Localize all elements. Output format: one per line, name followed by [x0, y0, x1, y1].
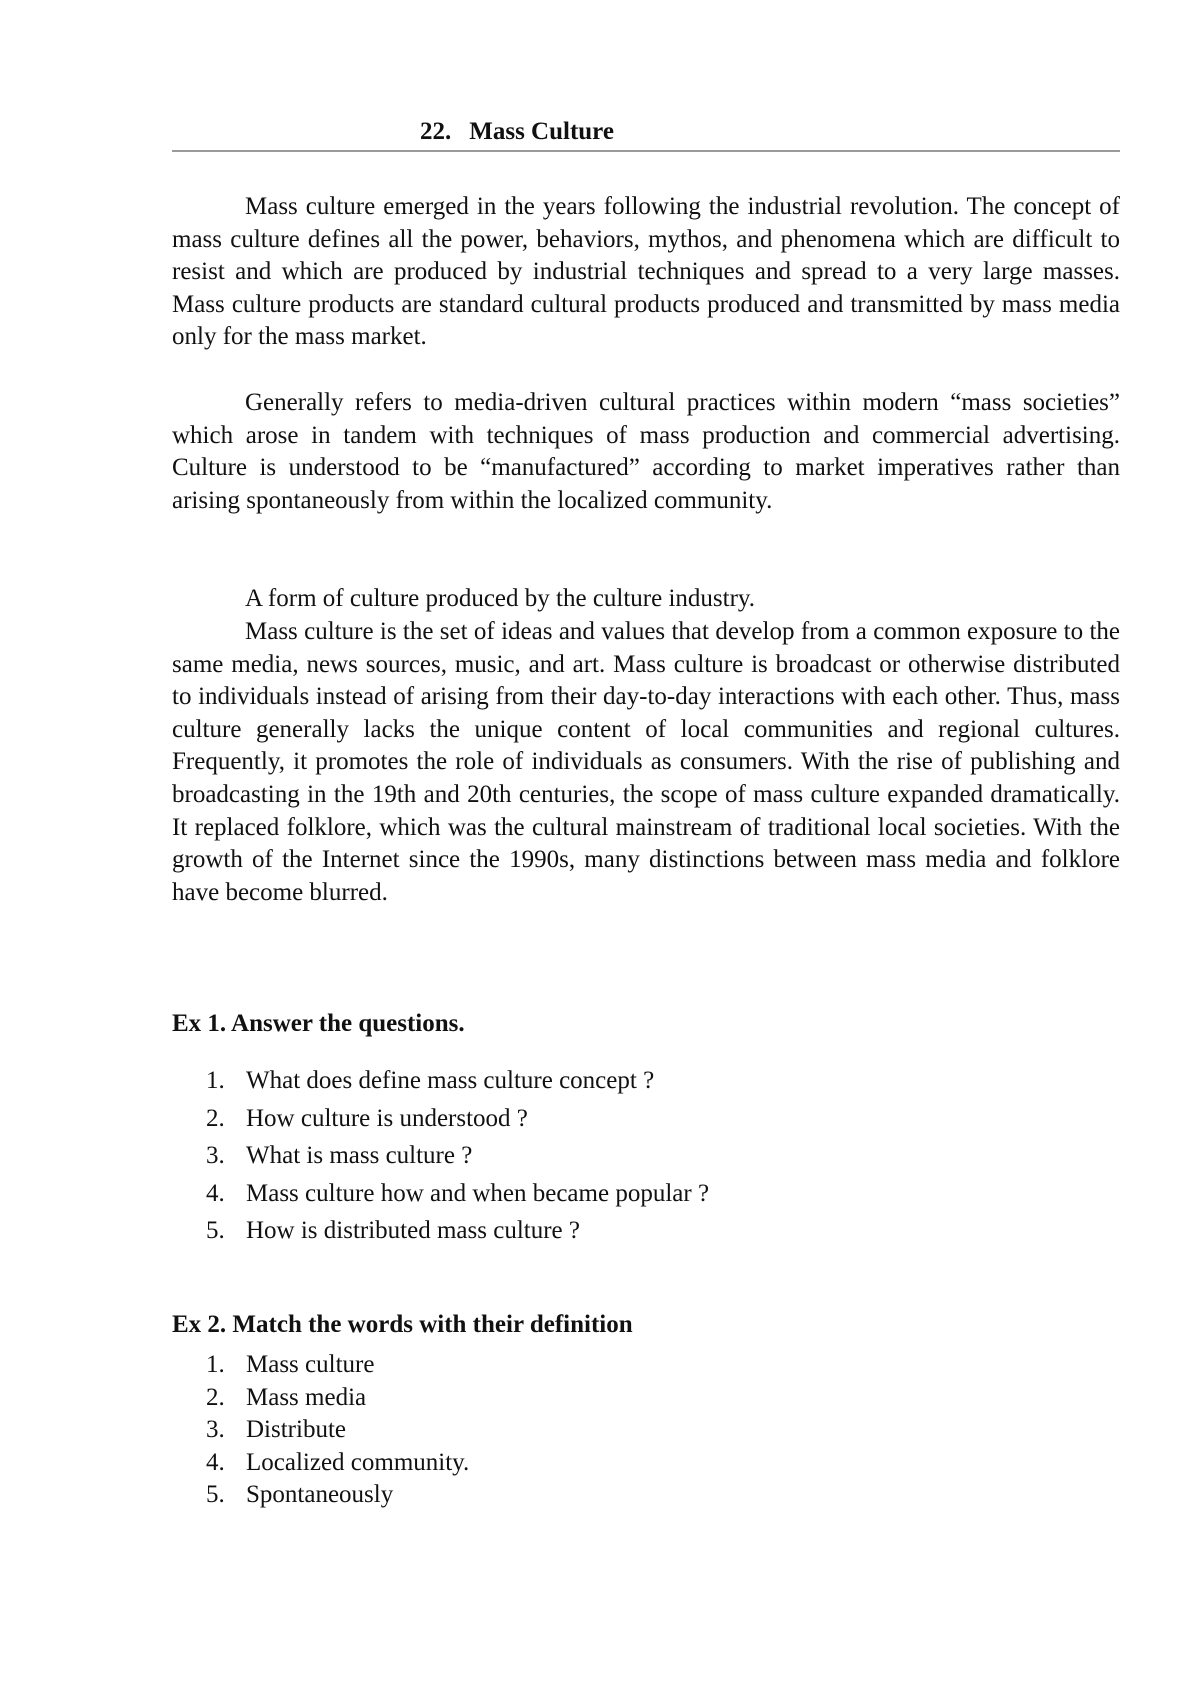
list-item — [206, 1100, 709, 1138]
list-item — [206, 1175, 709, 1213]
item-number: 2. — [206, 1104, 225, 1132]
exercise2-heading: Ex 2. Match the words with their definition — [172, 1311, 633, 1338]
paragraph-culture-industry: A form of culture produced by the culture industry. — [245, 585, 756, 612]
list-item — [206, 1382, 469, 1415]
item-text: What does define mass culture concept ? — [246, 1067, 655, 1094]
list-item — [206, 1212, 709, 1250]
item-text: Spontaneously — [246, 1481, 394, 1509]
section-number: 22. — [420, 118, 452, 145]
item-text: What is mass culture ? — [246, 1142, 473, 1169]
section-title — [420, 118, 614, 146]
item-text: How culture is understood ? — [246, 1104, 528, 1132]
list-item — [206, 1137, 709, 1175]
item-number: 2. — [206, 1383, 225, 1411]
section-title-bar — [172, 114, 1120, 152]
exercise1-question-list — [206, 1062, 709, 1250]
list-item — [206, 1349, 469, 1382]
exercise2-word-list — [206, 1349, 469, 1512]
item-text: Localized community. — [246, 1448, 470, 1476]
item-text: Mass culture how and when became popular ? — [246, 1179, 710, 1207]
paragraph-intro: Mass culture emerged in the years following the industrial revolution. The concept of mass culture defines all the power, behaviors, mythos, and phenomena which are difficult to resist and which are produced by industrial techniques and spread to a very large masses. Mass culture products are standard cultural products produced and transmitted by mass media only for the mass market. — [172, 193, 1120, 351]
item-number: 4. — [206, 1448, 225, 1476]
list-item — [206, 1479, 469, 1512]
item-number: 3. — [206, 1142, 225, 1169]
paragraph-definition: Generally refers to media-driven cultural practices within modern “mass societies” which arose in tandem with techniques of mass production and commercial advertising. Culture is understood to be “manufactured” according to market imperatives rather than arising spontaneously from within the localized community. — [172, 389, 1120, 514]
item-text: Mass media — [246, 1383, 367, 1411]
paragraph-ideas-values: Mass culture is the set of ideas and values that develop from a common exposure to the same media, news sources, music, and art. Mass culture is broadcast or otherwise distributed to individuals instead of arising from their day-to-day interactions with each other. Thus, mass culture generally lacks the unique content of local communities and regional cultures. Frequently, it promotes the role of individuals as consumers. With the rise of publishing and broadcasting in the 19th and 20th centuries, the scope of mass culture expanded dramatically. It replaced folklore, which was the cultural mainstream of traditional local societies. With the growth of the Internet since the 1990s, many distinctions between mass media and folklore have become blurred. — [172, 618, 1120, 906]
list-item — [206, 1414, 469, 1447]
section-title-text: Mass Culture — [469, 118, 614, 145]
item-number: 4. — [206, 1179, 225, 1207]
item-text: Mass culture — [246, 1351, 375, 1378]
item-number: 1. — [206, 1067, 225, 1094]
item-number: 3. — [206, 1416, 225, 1444]
item-text: How is distributed mass culture ? — [246, 1217, 580, 1244]
item-text: Distribute — [246, 1416, 346, 1444]
item-number: 5. — [206, 1217, 225, 1244]
item-number: 1. — [206, 1351, 225, 1378]
list-item — [206, 1447, 469, 1480]
list-item — [206, 1062, 709, 1100]
item-number: 5. — [206, 1481, 225, 1509]
exercise1-heading: Ex 1. Answer the questions. — [172, 1010, 465, 1037]
